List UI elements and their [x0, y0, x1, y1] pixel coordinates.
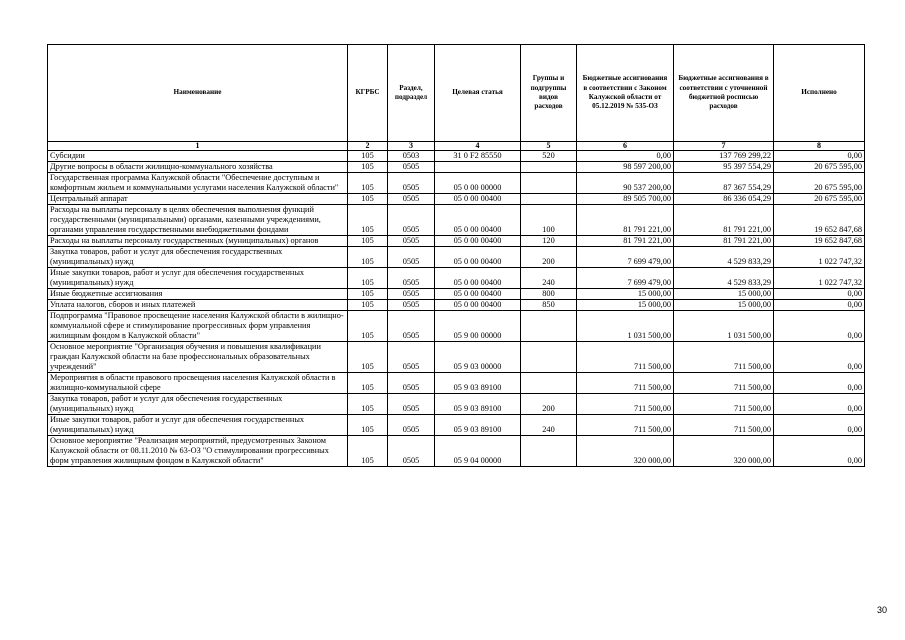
row-law-cell: 711 500,00 — [577, 415, 674, 436]
row-target-cell: 05 9 03 00000 — [435, 342, 521, 373]
row-group-cell: 800 — [521, 289, 577, 300]
row-name-cell: Расходы на выплаты персоналу государственных (муниципальных) органов — [48, 236, 348, 247]
row-name-cell: Государственная программа Калужской области "Обеспечение доступным и комфортным жильем и коммунальными услугами населения Калужской области" — [48, 173, 348, 194]
header-target: Целевая статья — [435, 45, 521, 142]
row-target-cell: 05 9 03 89100 — [435, 394, 521, 415]
row-section-cell: 0505 — [388, 373, 435, 394]
row-executed-cell: 0,00 — [774, 342, 865, 373]
row-group-cell: 240 — [521, 415, 577, 436]
row-section-cell: 0503 — [388, 151, 435, 162]
row-refined-cell: 711 500,00 — [674, 394, 774, 415]
row-executed-cell: 0,00 — [774, 289, 865, 300]
row-executed-cell: 0,00 — [774, 151, 865, 162]
row-executed-cell: 0,00 — [774, 415, 865, 436]
header-groups: Группы и подгруппы видов расходов — [521, 45, 577, 142]
row-name-cell: Мероприятия в области правового просвещения населения Калужской области в жилищно-коммунальной сфере — [48, 373, 348, 394]
row-group-cell — [521, 162, 577, 173]
row-executed-cell: 0,00 — [774, 394, 865, 415]
row-executed-cell: 19 652 847,68 — [774, 236, 865, 247]
row-kgrbs-cell: 105 — [348, 268, 388, 289]
row-section-cell: 0505 — [388, 289, 435, 300]
row-name-cell: Основное мероприятие "Реализация мероприятий, предусмотренных Законом Калужской области от 08.11.2010 № 63-ОЗ "О стимулировании прогрессивных форм управления жилищным фондом в Калужской области" — [48, 436, 348, 467]
row-law-cell: 1 031 500,00 — [577, 311, 674, 342]
row-name-cell: Подпрограмма "Правовое просвещение населения Калужской области в жилищно-коммунальной сфере и стимулирование прогрессивных форм управления жилищным фондом в Калужской области" — [48, 311, 348, 342]
row-law-cell: 15 000,00 — [577, 289, 674, 300]
row-law-cell: 320 000,00 — [577, 436, 674, 467]
row-refined-cell: 4 529 833,29 — [674, 247, 774, 268]
table-row — [48, 268, 865, 289]
header-name: Наименование — [48, 45, 348, 142]
row-group-cell — [521, 173, 577, 194]
row-law-cell: 711 500,00 — [577, 394, 674, 415]
row-law-cell: 7 699 479,00 — [577, 247, 674, 268]
row-target-cell: 05 9 04 00000 — [435, 436, 521, 467]
row-target-cell: 05 9 00 00000 — [435, 311, 521, 342]
table-row — [48, 247, 865, 268]
row-executed-cell: 0,00 — [774, 373, 865, 394]
row-refined-cell: 137 769 299,22 — [674, 151, 774, 162]
row-refined-cell: 711 500,00 — [674, 415, 774, 436]
row-law-cell: 711 500,00 — [577, 373, 674, 394]
row-name-cell: Расходы на выплаты персоналу в целях обеспечения выполнения функций государственными (муниципальными) органами, казенными учреждениями, органами управления государственными внебюджетными фондами — [48, 205, 348, 236]
row-target-cell — [435, 162, 521, 173]
column-number: 7 — [674, 142, 774, 151]
row-target-cell: 05 0 00 00400 — [435, 268, 521, 289]
row-refined-cell: 87 367 554,29 — [674, 173, 774, 194]
row-group-cell — [521, 194, 577, 205]
row-name-cell: Закупка товаров, работ и услуг для обеспечения государственных (муниципальных) нужд — [48, 394, 348, 415]
row-group-cell — [521, 311, 577, 342]
row-law-cell: 7 699 479,00 — [577, 268, 674, 289]
row-executed-cell: 20 675 595,00 — [774, 173, 865, 194]
row-law-cell: 89 505 700,00 — [577, 194, 674, 205]
row-executed-cell: 0,00 — [774, 311, 865, 342]
row-kgrbs-cell: 105 — [348, 415, 388, 436]
row-law-cell: 81 791 221,00 — [577, 205, 674, 236]
row-law-cell: 81 791 221,00 — [577, 236, 674, 247]
row-kgrbs-cell: 105 — [348, 300, 388, 311]
row-law-cell: 0,00 — [577, 151, 674, 162]
row-refined-cell: 15 000,00 — [674, 300, 774, 311]
row-kgrbs-cell: 105 — [348, 236, 388, 247]
row-kgrbs-cell: 105 — [348, 194, 388, 205]
row-section-cell: 0505 — [388, 194, 435, 205]
row-executed-cell: 20 675 595,00 — [774, 194, 865, 205]
column-number: 1 — [48, 142, 348, 151]
row-section-cell: 0505 — [388, 247, 435, 268]
row-kgrbs-cell: 105 — [348, 151, 388, 162]
header-executed: Исполнено — [774, 45, 865, 142]
row-group-cell — [521, 373, 577, 394]
row-kgrbs-cell: 105 — [348, 173, 388, 194]
table-row — [48, 236, 865, 247]
row-target-cell: 31 0 F2 85550 — [435, 151, 521, 162]
page-number: 30 — [876, 605, 887, 615]
row-name-cell: Иные закупки товаров, работ и услуг для обеспечения государственных (муниципальных) нужд — [48, 268, 348, 289]
row-group-cell: 850 — [521, 300, 577, 311]
row-refined-cell: 711 500,00 — [674, 373, 774, 394]
row-section-cell: 0505 — [388, 268, 435, 289]
header-kgrbs: КГРБС — [348, 45, 388, 142]
row-name-cell: Основное мероприятие "Организация обучения и повышения квалификации граждан Калужской области на базе профессиональных образовательных учреждений" — [48, 342, 348, 373]
row-group-cell: 240 — [521, 268, 577, 289]
row-kgrbs-cell: 105 — [348, 162, 388, 173]
row-executed-cell: 1 022 747,32 — [774, 268, 865, 289]
table-row — [48, 289, 865, 300]
table-row — [48, 151, 865, 162]
row-group-cell — [521, 436, 577, 467]
row-section-cell: 0505 — [388, 173, 435, 194]
row-group-cell: 100 — [521, 205, 577, 236]
row-kgrbs-cell: 105 — [348, 311, 388, 342]
row-target-cell: 05 0 00 00000 — [435, 173, 521, 194]
row-executed-cell: 0,00 — [774, 300, 865, 311]
row-law-cell: 15 000,00 — [577, 300, 674, 311]
column-number-row — [48, 142, 865, 151]
row-refined-cell: 320 000,00 — [674, 436, 774, 467]
row-section-cell: 0505 — [388, 311, 435, 342]
column-number: 8 — [774, 142, 865, 151]
column-number: 3 — [388, 142, 435, 151]
row-section-cell: 0505 — [388, 205, 435, 236]
row-refined-cell: 81 791 221,00 — [674, 205, 774, 236]
row-refined-cell: 1 031 500,00 — [674, 311, 774, 342]
row-target-cell: 05 0 00 00400 — [435, 300, 521, 311]
row-kgrbs-cell: 105 — [348, 436, 388, 467]
row-target-cell: 05 0 00 00400 — [435, 194, 521, 205]
column-number: 2 — [348, 142, 388, 151]
header-budget-law: Бюджетные ассигнования в соответствии с Законом Калужской области от 05.12.2019 № 535-ОЗ — [577, 45, 674, 142]
row-target-cell: 05 0 00 00400 — [435, 205, 521, 236]
row-section-cell: 0505 — [388, 342, 435, 373]
row-group-cell: 200 — [521, 394, 577, 415]
table-row — [48, 300, 865, 311]
row-target-cell: 05 9 03 89100 — [435, 373, 521, 394]
row-target-cell: 05 0 00 00400 — [435, 289, 521, 300]
row-law-cell: 98 597 200,00 — [577, 162, 674, 173]
row-kgrbs-cell: 105 — [348, 247, 388, 268]
table-row — [48, 415, 865, 436]
row-name-cell: Другие вопросы в области жилищно-коммунального хозяйства — [48, 162, 348, 173]
table-row — [48, 194, 865, 205]
row-group-cell: 200 — [521, 247, 577, 268]
table-row — [48, 162, 865, 173]
row-executed-cell: 19 652 847,68 — [774, 205, 865, 236]
table-row — [48, 311, 865, 342]
table-row — [48, 373, 865, 394]
row-refined-cell: 86 336 054,29 — [674, 194, 774, 205]
budget-table — [47, 44, 865, 467]
row-group-cell — [521, 342, 577, 373]
row-target-cell: 05 0 00 00400 — [435, 247, 521, 268]
table-row — [48, 436, 865, 467]
header-row — [48, 45, 865, 142]
row-refined-cell: 95 397 554,29 — [674, 162, 774, 173]
row-kgrbs-cell: 105 — [348, 289, 388, 300]
row-name-cell: Центральный аппарат — [48, 194, 348, 205]
row-name-cell: Субсидии — [48, 151, 348, 162]
row-refined-cell: 81 791 221,00 — [674, 236, 774, 247]
column-number: 5 — [521, 142, 577, 151]
row-section-cell: 0505 — [388, 436, 435, 467]
column-number: 6 — [577, 142, 674, 151]
row-group-cell: 120 — [521, 236, 577, 247]
row-section-cell: 0505 — [388, 394, 435, 415]
row-section-cell: 0505 — [388, 162, 435, 173]
row-refined-cell: 15 000,00 — [674, 289, 774, 300]
row-kgrbs-cell: 105 — [348, 394, 388, 415]
row-kgrbs-cell: 105 — [348, 205, 388, 236]
row-law-cell: 711 500,00 — [577, 342, 674, 373]
table-row — [48, 205, 865, 236]
row-refined-cell: 711 500,00 — [674, 342, 774, 373]
row-name-cell: Уплата налогов, сборов и иных платежей — [48, 300, 348, 311]
row-section-cell: 0505 — [388, 236, 435, 247]
header-section: Раздел, подраздел — [388, 45, 435, 142]
row-target-cell: 05 0 00 00400 — [435, 236, 521, 247]
row-executed-cell: 1 022 747,32 — [774, 247, 865, 268]
row-law-cell: 90 537 200,00 — [577, 173, 674, 194]
table-row — [48, 342, 865, 373]
row-name-cell: Иные закупки товаров, работ и услуг для обеспечения государственных (муниципальных) нужд — [48, 415, 348, 436]
table-row — [48, 173, 865, 194]
row-section-cell: 0505 — [388, 415, 435, 436]
row-refined-cell: 4 529 833,29 — [674, 268, 774, 289]
row-target-cell: 05 9 03 89100 — [435, 415, 521, 436]
row-name-cell: Закупка товаров, работ и услуг для обеспечения государственных (муниципальных) нужд — [48, 247, 348, 268]
header-budget-refined: Бюджетные ассигнования в соответствии с уточненной бюджетной росписью расходов — [674, 45, 774, 142]
table-row — [48, 394, 865, 415]
column-number: 4 — [435, 142, 521, 151]
row-kgrbs-cell: 105 — [348, 373, 388, 394]
row-executed-cell: 20 675 595,00 — [774, 162, 865, 173]
row-name-cell: Иные бюджетные ассигнования — [48, 289, 348, 300]
row-executed-cell: 0,00 — [774, 436, 865, 467]
row-group-cell: 520 — [521, 151, 577, 162]
row-kgrbs-cell: 105 — [348, 342, 388, 373]
row-section-cell: 0505 — [388, 300, 435, 311]
